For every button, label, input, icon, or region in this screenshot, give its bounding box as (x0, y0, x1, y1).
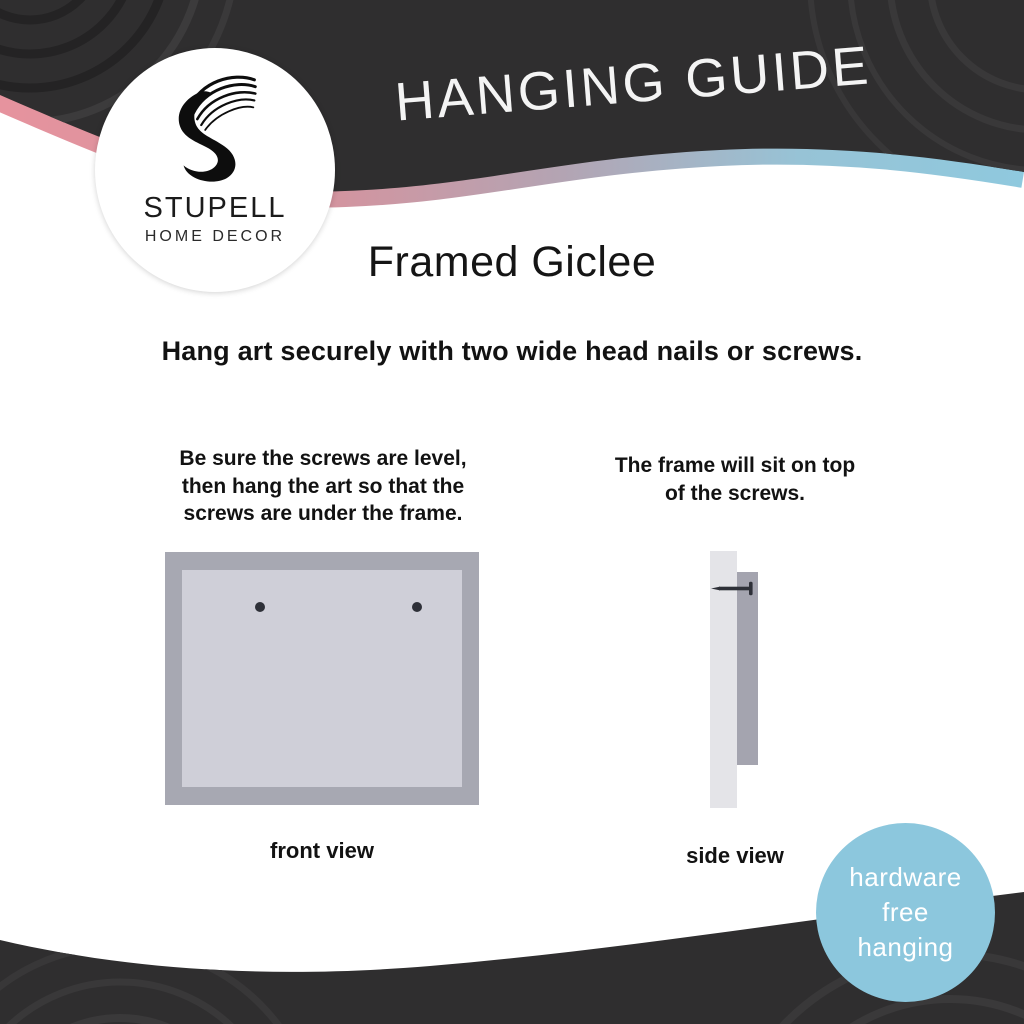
front-view-art-panel (182, 570, 462, 787)
nail-icon (711, 581, 757, 596)
front-view-note (162, 445, 484, 528)
screw-dot-right-icon (412, 602, 422, 612)
brand-name: STUPELL (143, 192, 287, 224)
front-view-caption: front view (270, 838, 374, 863)
front-note-line-3: screws are under the frame. (183, 502, 463, 525)
hardware-free-badge (816, 823, 995, 1002)
side-view-diagram (705, 548, 767, 810)
side-view-backing-board (737, 572, 758, 765)
side-note-line-1: The frame will sit on top (614, 454, 856, 477)
badge-line-3: hanging (857, 932, 954, 962)
front-note-line-1: Be sure the screws are level, (179, 447, 467, 470)
brand-subtitle: HOME DECOR (144, 228, 286, 245)
stupell-logo-icon (156, 68, 274, 186)
side-note-line-2: of the screws. (664, 481, 806, 505)
instruction-text: Hang art securely with two wide head nails or screws. (161, 336, 863, 366)
front-note-line-2: then hang the art so that the (181, 474, 465, 498)
badge-line-1: hardware (849, 862, 962, 892)
product-type-heading: Framed Giclee (367, 238, 657, 286)
side-view-note (585, 452, 885, 507)
front-view-frame (165, 552, 479, 805)
page-title: HANGING GUIDE (392, 35, 874, 133)
badge-line-2: free (882, 897, 929, 927)
screw-dot-left-icon (255, 602, 265, 612)
side-view-caption: side view (686, 843, 784, 868)
